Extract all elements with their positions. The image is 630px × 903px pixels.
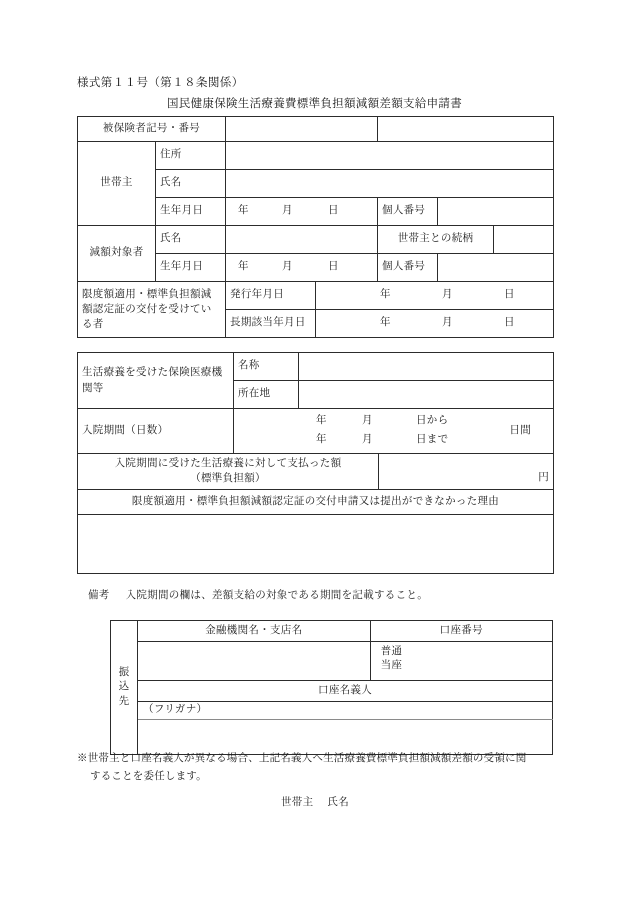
- reason-field[interactable]: [78, 515, 554, 574]
- householder-name-field[interactable]: [226, 170, 554, 198]
- form-number: 様式第１１号（第１８条関係）: [77, 77, 244, 89]
- issue-date-field[interactable]: [316, 282, 554, 310]
- furigana-field[interactable]: [138, 702, 553, 720]
- table-row-target-name: [78, 226, 554, 254]
- currency-unit: 円: [538, 472, 549, 484]
- furigana-label: （フリガナ）: [143, 704, 208, 716]
- transfer-to-label: 振込先: [111, 621, 138, 755]
- account-type-ordinary[interactable]: 普通: [380, 646, 403, 657]
- target-name-label: 氏名: [156, 226, 226, 254]
- account-type-current[interactable]: 当座: [380, 660, 403, 672]
- householder-label: 世帯主: [78, 142, 156, 226]
- institution-address-label: 所在地: [234, 381, 299, 409]
- signature-name-label: 氏名: [327, 797, 349, 808]
- table-row-reason-body: [78, 515, 554, 574]
- days-unit: 日間: [509, 424, 531, 436]
- insured-number-field[interactable]: [226, 117, 378, 142]
- certificate-holder-label: 限度額適用・標準負担額減額認定証の交付を受けている者: [78, 282, 226, 338]
- paid-amount-field[interactable]: [379, 454, 554, 490]
- paid-amount-label: [78, 454, 379, 490]
- paid-amount-label-line2: （標準負担額）: [190, 472, 266, 484]
- table-row-furigana: [111, 702, 553, 720]
- birth-year-unit: 年: [238, 205, 249, 217]
- applicant-table: [77, 116, 554, 338]
- account-holder-label: 口座名義人: [138, 681, 553, 702]
- birth-day-unit: 日: [328, 205, 339, 217]
- table-row-bank-values: [111, 642, 553, 681]
- householder-address-field[interactable]: [226, 142, 554, 170]
- target-name-field[interactable]: [226, 226, 378, 254]
- table-row-hospitalization: [78, 409, 554, 454]
- footer-note-line1: ※世帯主と口座名義人が異なる場合、上記名義人へ生活療養費標準負担額減額差額の受領に関: [77, 753, 527, 764]
- signature-label: 世帯主: [280, 797, 314, 808]
- householder-mynumber-field[interactable]: [438, 198, 554, 226]
- spacer-cell: [378, 117, 554, 142]
- relationship-label: 世帯主との続柄: [378, 226, 494, 254]
- institution-name-field[interactable]: [299, 353, 554, 381]
- longterm-month-unit: 月: [442, 317, 453, 329]
- institution-branch-field[interactable]: [138, 642, 371, 681]
- householder-address-label: 住所: [156, 142, 226, 170]
- document-title: 国民健康保険生活療養費標準負担額減額差額支給申請書: [167, 98, 462, 110]
- target-birth-month-unit: 月: [282, 261, 293, 273]
- longterm-year-unit: 年: [380, 317, 391, 329]
- target-birth-day-unit: 日: [328, 261, 339, 273]
- table-row-insured-number: [78, 117, 554, 142]
- to-year-unit: 年: [316, 434, 327, 446]
- from-month-unit: 月: [362, 415, 373, 427]
- remarks: [88, 587, 428, 602]
- institution-branch-label: 金融機関名・支店名: [138, 621, 371, 642]
- remarks-text: 入院期間の欄は、差額支給の対象である期間を記載すること。: [125, 590, 429, 601]
- householder-birthdate-field[interactable]: [226, 198, 378, 226]
- from-day-unit: 日から: [416, 415, 449, 427]
- table-row-householder-address: [78, 142, 554, 170]
- remarks-label: 備考: [88, 590, 110, 601]
- to-day-unit: 日まで: [416, 434, 449, 446]
- hospitalization-to-row: [238, 431, 549, 450]
- hospitalization-period-field[interactable]: [234, 409, 554, 454]
- insured-number-label: 被保険者記号・番号: [78, 117, 226, 142]
- longterm-day-unit: 日: [504, 317, 515, 329]
- hospitalization-label: 入院期間（日数）: [78, 409, 234, 454]
- householder-birthdate-label: 生年月日: [156, 198, 226, 226]
- paid-amount-label-line1: 入院期間に受けた生活療養に対して支払った額: [114, 458, 342, 469]
- longterm-date-label: 長期該当年月日: [226, 310, 316, 338]
- table-row-paid-amount: [78, 454, 554, 490]
- institution-name-label: 名称: [234, 353, 299, 381]
- reason-header: 限度額適用・標準負担額減額認定証の交付申請又は提出ができなかった理由: [78, 490, 554, 515]
- hospitalization-from-row: [238, 412, 549, 431]
- treatment-table: [77, 352, 554, 574]
- footer-note: [77, 750, 567, 787]
- reduction-target-label: 減額対象者: [78, 226, 156, 282]
- table-row-certificate-issue: [78, 282, 554, 310]
- longterm-date-field[interactable]: [316, 310, 554, 338]
- target-birthdate-field[interactable]: [226, 254, 378, 282]
- footer-note-line2: することを委任します。: [90, 771, 207, 783]
- signature-line: [77, 794, 553, 809]
- table-row-bank-header: [111, 621, 553, 642]
- target-birth-year-unit: 年: [238, 261, 249, 273]
- from-year-unit: 年: [316, 415, 327, 427]
- householder-mynumber-label: 個人番号: [378, 198, 438, 226]
- issue-date-label: 発行年月日: [226, 282, 316, 310]
- to-month-unit: 月: [362, 434, 373, 446]
- target-birthdate-label: 生年月日: [156, 254, 226, 282]
- table-row-account-holder-header: [111, 681, 553, 702]
- target-mynumber-field[interactable]: [438, 254, 554, 282]
- issue-day-unit: 日: [504, 289, 515, 301]
- table-row-institution-name: [78, 353, 554, 381]
- account-number-label: 口座番号: [370, 621, 552, 642]
- issue-month-unit: 月: [442, 289, 453, 301]
- relationship-field[interactable]: [494, 226, 554, 254]
- institution-label: 生活療養を受けた保険医療機関等: [78, 353, 234, 409]
- table-row-reason-header: [78, 490, 554, 515]
- householder-name-label: 氏名: [156, 170, 226, 198]
- birth-month-unit: 月: [282, 205, 293, 217]
- institution-address-field[interactable]: [299, 381, 554, 409]
- account-number-field[interactable]: [370, 642, 552, 681]
- bank-transfer-table: [110, 620, 553, 755]
- issue-year-unit: 年: [380, 289, 391, 301]
- target-mynumber-label: 個人番号: [378, 254, 438, 282]
